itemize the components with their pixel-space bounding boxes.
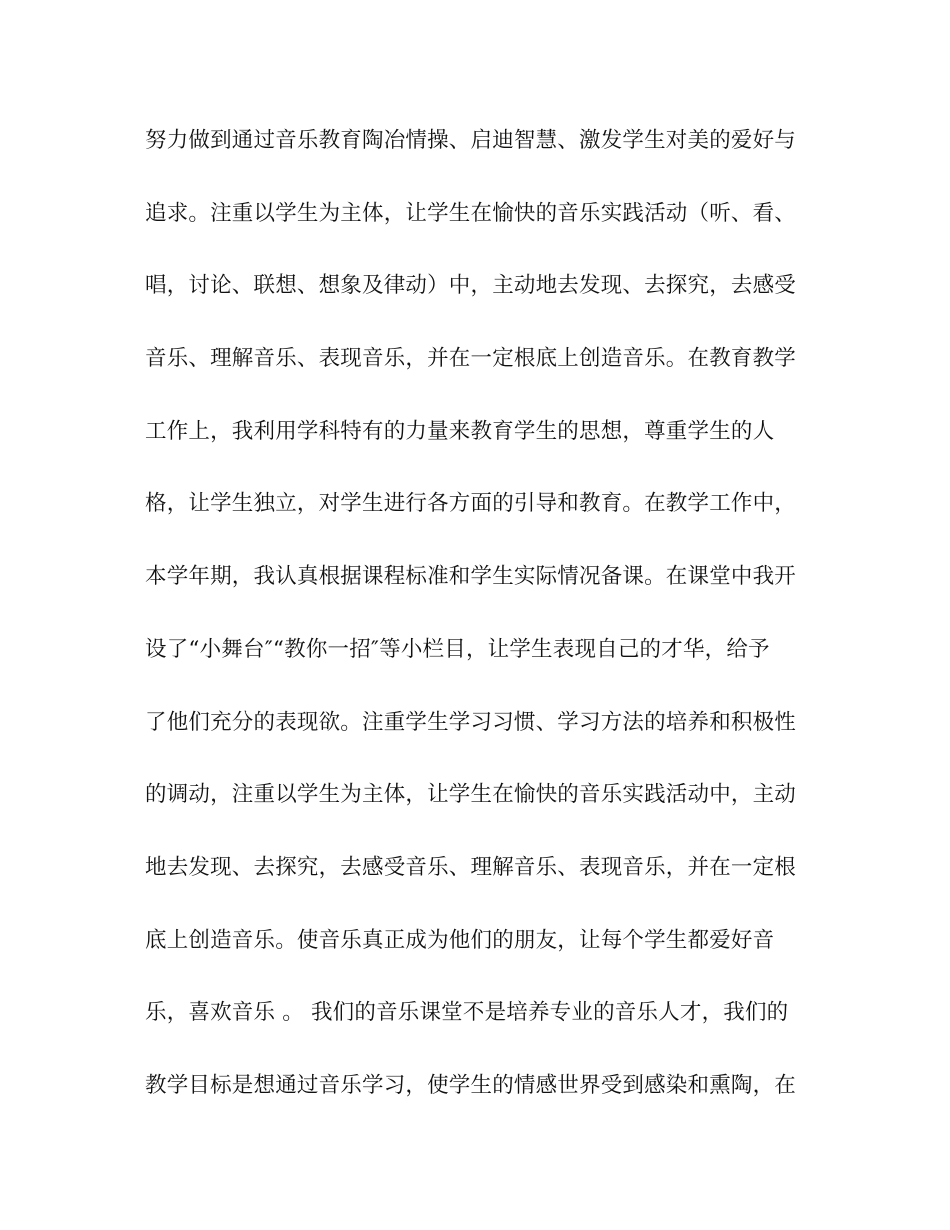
body-paragraph bbox=[145, 112, 805, 1130]
text-line-12: 底上创造音乐。使音乐真正成为他们的朋友，让每个学生都爱好音 bbox=[145, 927, 775, 953]
text-line-7: 本学年期，我认真根据课程标准和学生实际情况备课。在课堂中我开 bbox=[145, 564, 797, 590]
text-line-10: 的调动，注重以学生为主体，让学生在愉快的音乐实践活动中，主动 bbox=[145, 782, 797, 808]
text-line-5: 工作上，我利用学科特有的力量来教育学生的思想，尊重学生的人 bbox=[145, 418, 775, 444]
text-line-11: 地去发现、去探究，去感受音乐、理解音乐、表现音乐，并在一定根 bbox=[145, 854, 797, 880]
text-line-9: 了他们充分的表现欲。注重学生学习习惯、学习方法的培养和积极性 bbox=[145, 709, 797, 735]
text-line-3: 唱，讨论、联想、想象及律动）中，主动地去发现、去探究，去感受 bbox=[145, 273, 797, 299]
text-line-4: 音乐、理解音乐、表现音乐，并在一定根底上创造音乐。在教育教学 bbox=[145, 346, 797, 372]
text-line-6: 格，让学生独立，对学生进行各方面的引导和教育。在教学工作中， bbox=[145, 491, 797, 517]
text-line-2: 追求。注重以学生为主体，让学生在愉快的音乐实践活动（听、看、 bbox=[145, 200, 797, 226]
text-line-1: 努力做到通过音乐教育陶冶情操、启迪智慧、激发学生对美的爱好与 bbox=[145, 128, 797, 153]
text-line-14: 教学目标是想通过音乐学习，使学生的情感世界受到感染和熏陶，在 bbox=[145, 1072, 797, 1098]
text-line-8: 设了“小舞台″“教你一招″等小栏目，让学生表现自己的才华，给予 bbox=[145, 636, 770, 662]
text-line-13: 乐，喜欢音乐 。 我们的音乐课堂不是培养专业的音乐人才，我们的 bbox=[145, 1000, 789, 1026]
